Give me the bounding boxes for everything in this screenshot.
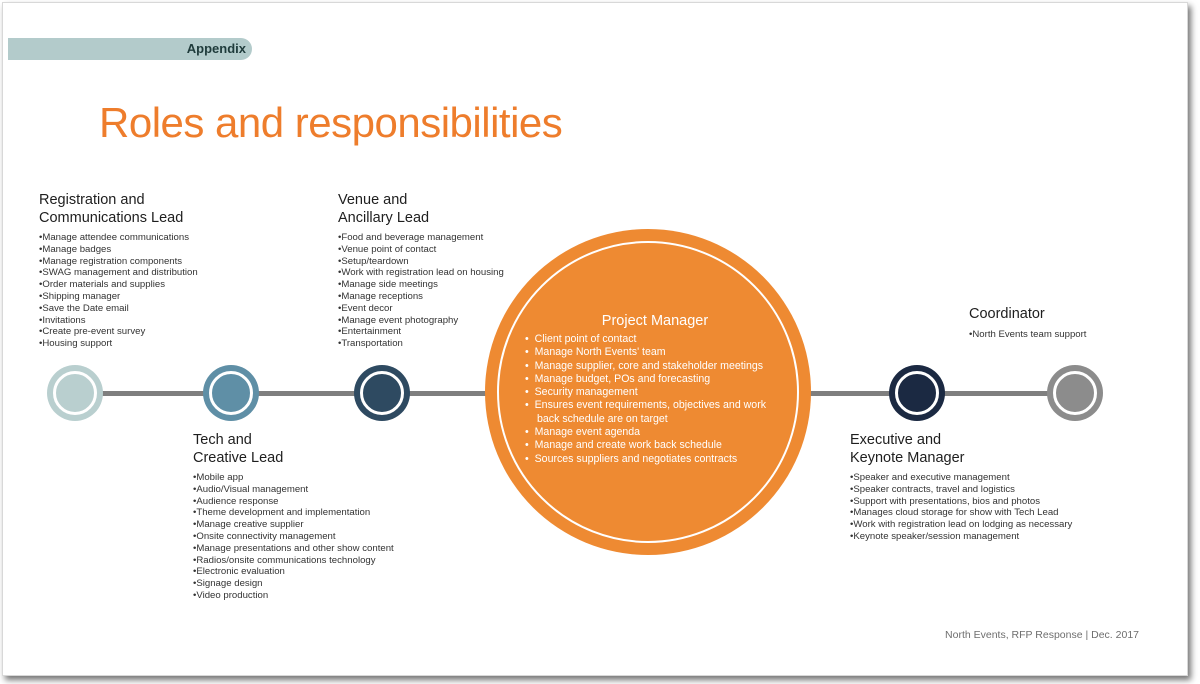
role-title	[193, 432, 394, 467]
appendix-tab	[8, 38, 252, 60]
list-item: • Ensures event requirements, objectives and work back schedule are on target	[525, 399, 785, 426]
role-tech	[193, 432, 394, 602]
role-title-line: Registration and	[39, 192, 145, 208]
list-item: • Save the Date email	[39, 303, 198, 315]
list-item: • Manage receptions	[338, 291, 504, 303]
list-item: • Audience response	[193, 496, 394, 508]
role-title	[338, 192, 504, 227]
list-item: • Manage side meetings	[338, 279, 504, 291]
list-item: • Work with registration lead on housing	[338, 267, 504, 279]
appendix-label: Appendix	[186, 41, 246, 56]
list-item: • Manage registration components	[39, 256, 198, 268]
role-title-line: Tech and	[193, 432, 252, 448]
role-executive	[850, 432, 1072, 543]
list-item: • Manage presentations and other show content	[193, 543, 394, 555]
list-item: • Speaker and executive management	[850, 472, 1072, 484]
list-item: • Video production	[193, 590, 394, 602]
list-item: • Audio/Visual management	[193, 484, 394, 496]
list-item: • Manage event agenda	[525, 426, 785, 439]
list-item: • Event decor	[338, 303, 504, 315]
role-title-line: Venue and	[338, 192, 408, 208]
role-registration	[39, 192, 198, 350]
list-item: • Radios/onsite communications technology	[193, 555, 394, 567]
list-item: • SWAG management and distribution	[39, 267, 198, 279]
list-item: • Manage event photography	[338, 315, 504, 327]
list-item: • Signage design	[193, 578, 394, 590]
role-coordinator	[969, 306, 1086, 340]
node-tech	[203, 365, 259, 421]
role-title	[850, 432, 1072, 467]
list-item: • Sources suppliers and negotiates contracts	[525, 453, 785, 466]
page-title: Roles and responsibilities	[99, 99, 563, 146]
role-venue	[338, 192, 504, 350]
list-item: • Work with registration lead on lodging as necessary	[850, 519, 1072, 531]
list-item: • Client point of contact	[525, 333, 785, 346]
list-item: • Manage attendee communications	[39, 232, 198, 244]
list-item: • Electronic evaluation	[193, 566, 394, 578]
node-venue	[354, 365, 410, 421]
list-item: • Invitations	[39, 315, 198, 327]
role-title-line: Keynote Manager	[850, 449, 965, 466]
project-manager-list	[525, 333, 785, 466]
list-item: • Manage and create work back schedule	[525, 439, 785, 452]
role-title-line: Ancillary Lead	[338, 209, 430, 226]
list-item: • Manage North Events' team	[525, 346, 785, 359]
list-item: • North Events team support	[969, 329, 1086, 341]
role-list	[850, 472, 1072, 543]
footer: North Events, RFP Response | Dec. 2017	[945, 629, 1139, 641]
list-item: • Manage badges	[39, 244, 198, 256]
list-item: • Manage supplier, core and stakeholder meetings	[525, 360, 785, 373]
list-item: • Theme development and implementation	[193, 507, 394, 519]
role-list	[338, 232, 504, 350]
project-manager-title: Project Manager	[601, 313, 709, 329]
list-item: • Mobile app	[193, 472, 394, 484]
role-title-line: Communications Lead	[39, 209, 184, 226]
list-item: • Speaker contracts, travel and logistics	[850, 484, 1072, 496]
list-item: • Security management	[525, 386, 785, 399]
node-registration	[47, 365, 103, 421]
list-item: • Support with presentations, bios and photos	[850, 496, 1072, 508]
list-item: • Onsite connectivity management	[193, 531, 394, 543]
role-list	[193, 472, 394, 602]
node-coordinator	[1047, 365, 1103, 421]
role-title	[39, 192, 198, 227]
list-item: • Venue point of contact	[338, 244, 504, 256]
node-executive	[889, 365, 945, 421]
list-item: • Manages cloud storage for show with Tech Lead	[850, 507, 1072, 519]
list-item: • Setup/teardown	[338, 256, 504, 268]
project-manager-block	[525, 313, 785, 466]
list-item: • Manage budget, POs and forecasting	[525, 373, 785, 386]
slide	[2, 2, 1188, 676]
list-item: • Transportation	[338, 338, 504, 350]
role-list	[39, 232, 198, 350]
list-item: • Manage creative supplier	[193, 519, 394, 531]
list-item: • Shipping manager	[39, 291, 198, 303]
role-title-line: Creative Lead	[193, 449, 284, 466]
role-title-line: Executive and	[850, 432, 942, 448]
list-item: • Entertainment	[338, 326, 504, 338]
list-item: • Order materials and supplies	[39, 279, 198, 291]
role-title: Coordinator	[969, 306, 1045, 322]
list-item: • Housing support	[39, 338, 198, 350]
list-item: • Keynote speaker/session management	[850, 531, 1072, 543]
role-list	[969, 329, 1086, 341]
list-item: • Food and beverage management	[338, 232, 504, 244]
list-item: • Create pre-event survey	[39, 326, 198, 338]
